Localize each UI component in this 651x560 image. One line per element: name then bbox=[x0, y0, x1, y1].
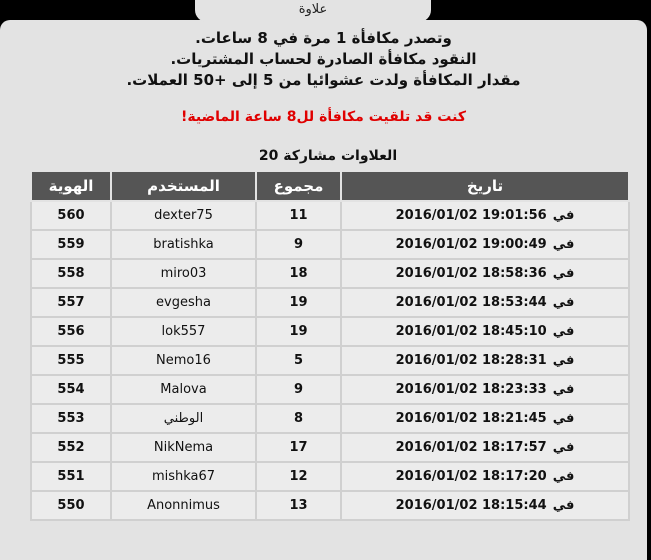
cell-date bbox=[341, 346, 629, 375]
cell-date bbox=[341, 259, 629, 288]
cell-user[interactable]: dexter75 bbox=[111, 201, 256, 230]
cell-id: 555 bbox=[31, 346, 111, 375]
cell-total: 5 bbox=[256, 346, 341, 375]
info-line: مقدار المكافأة ولدت عشوائيا من 5 إلى +50 العملات. bbox=[126, 71, 521, 89]
cell-user[interactable]: Anonnimus bbox=[111, 491, 256, 520]
date-value: 2016/01/02 19:00:49 bbox=[395, 237, 547, 252]
cell-total: 12 bbox=[256, 462, 341, 491]
cell-total: 19 bbox=[256, 317, 341, 346]
column-header-date[interactable]: تاريخ bbox=[341, 171, 629, 201]
bonus-tab[interactable]: علاوة bbox=[195, 0, 431, 22]
column-header-id[interactable]: الهوية bbox=[31, 171, 111, 201]
cell-id: 552 bbox=[31, 433, 111, 462]
cell-id: 553 bbox=[31, 404, 111, 433]
bonus-table bbox=[30, 170, 630, 521]
cell-date bbox=[341, 317, 629, 346]
info-line: وتصدر مكافأة 1 مرة في 8 ساعات. bbox=[195, 29, 452, 47]
info-line: النقود مكافأة الصادرة لحساب المشتريات. bbox=[170, 50, 477, 68]
cell-user[interactable]: evgesha bbox=[111, 288, 256, 317]
cell-id: 557 bbox=[31, 288, 111, 317]
cell-id: 550 bbox=[31, 491, 111, 520]
bonus-warning: كنت قد تلقيت مكافأة لل8 ساعة الماضية! bbox=[181, 109, 466, 125]
date-prefix: في bbox=[552, 353, 575, 368]
date-prefix: في bbox=[552, 469, 575, 484]
cell-id: 559 bbox=[31, 230, 111, 259]
date-prefix: في bbox=[552, 498, 575, 513]
table-row bbox=[31, 259, 629, 288]
date-prefix: في bbox=[552, 411, 575, 426]
cell-total: 13 bbox=[256, 491, 341, 520]
table-row bbox=[31, 317, 629, 346]
cell-date bbox=[341, 462, 629, 491]
cell-user[interactable]: Nemo16 bbox=[111, 346, 256, 375]
cell-total: 9 bbox=[256, 375, 341, 404]
date-value: 2016/01/02 18:17:20 bbox=[395, 469, 547, 484]
column-header-user[interactable]: المستخدم bbox=[111, 171, 256, 201]
date-prefix: في bbox=[552, 266, 575, 281]
cell-date bbox=[341, 201, 629, 230]
cell-total: 9 bbox=[256, 230, 341, 259]
table-row bbox=[31, 230, 629, 259]
date-value: 2016/01/02 18:21:45 bbox=[395, 411, 547, 426]
cell-user[interactable]: mishka67 bbox=[111, 462, 256, 491]
date-prefix: في bbox=[552, 208, 575, 223]
date-value: 2016/01/02 19:01:56 bbox=[395, 208, 547, 223]
cell-date bbox=[341, 404, 629, 433]
cell-user[interactable]: الوطني bbox=[111, 404, 256, 433]
cell-date bbox=[341, 433, 629, 462]
table-row bbox=[31, 462, 629, 491]
date-value: 2016/01/02 18:17:57 bbox=[395, 440, 547, 455]
cell-date bbox=[341, 230, 629, 259]
cell-date bbox=[341, 375, 629, 404]
bonus-info bbox=[0, 28, 647, 91]
date-value: 2016/01/02 18:53:44 bbox=[395, 295, 547, 310]
cell-id: 554 bbox=[31, 375, 111, 404]
column-header-total[interactable]: مجموع bbox=[256, 171, 341, 201]
cell-user[interactable]: miro03 bbox=[111, 259, 256, 288]
cell-id: 560 bbox=[31, 201, 111, 230]
cell-id: 556 bbox=[31, 317, 111, 346]
table-row bbox=[31, 433, 629, 462]
cell-id: 558 bbox=[31, 259, 111, 288]
date-prefix: في bbox=[552, 295, 575, 310]
table-row bbox=[31, 491, 629, 520]
date-prefix: في bbox=[552, 440, 575, 455]
table-caption: العلاوات مشاركة 20 bbox=[258, 148, 398, 164]
table-row bbox=[31, 288, 629, 317]
date-prefix: في bbox=[552, 237, 575, 252]
table-row bbox=[31, 375, 629, 404]
table-row bbox=[31, 346, 629, 375]
date-value: 2016/01/02 18:23:33 bbox=[395, 382, 547, 397]
cell-user[interactable]: Malova bbox=[111, 375, 256, 404]
date-value: 2016/01/02 18:28:31 bbox=[395, 353, 547, 368]
date-value: 2016/01/02 18:45:10 bbox=[395, 324, 547, 339]
cell-total: 17 bbox=[256, 433, 341, 462]
date-value: 2016/01/02 18:15:44 bbox=[395, 498, 547, 513]
cell-total: 11 bbox=[256, 201, 341, 230]
cell-id: 551 bbox=[31, 462, 111, 491]
cell-date bbox=[341, 491, 629, 520]
table-header-row bbox=[31, 171, 629, 201]
cell-total: 8 bbox=[256, 404, 341, 433]
date-prefix: في bbox=[552, 324, 575, 339]
cell-total: 19 bbox=[256, 288, 341, 317]
cell-total: 18 bbox=[256, 259, 341, 288]
cell-user[interactable]: lok557 bbox=[111, 317, 256, 346]
cell-user[interactable]: bratishka bbox=[111, 230, 256, 259]
date-prefix: في bbox=[552, 382, 575, 397]
table-row bbox=[31, 404, 629, 433]
bonus-panel bbox=[0, 20, 647, 560]
cell-user[interactable]: NikNema bbox=[111, 433, 256, 462]
table-body bbox=[31, 201, 629, 520]
table-row bbox=[31, 201, 629, 230]
date-value: 2016/01/02 18:58:36 bbox=[395, 266, 547, 281]
cell-date bbox=[341, 288, 629, 317]
